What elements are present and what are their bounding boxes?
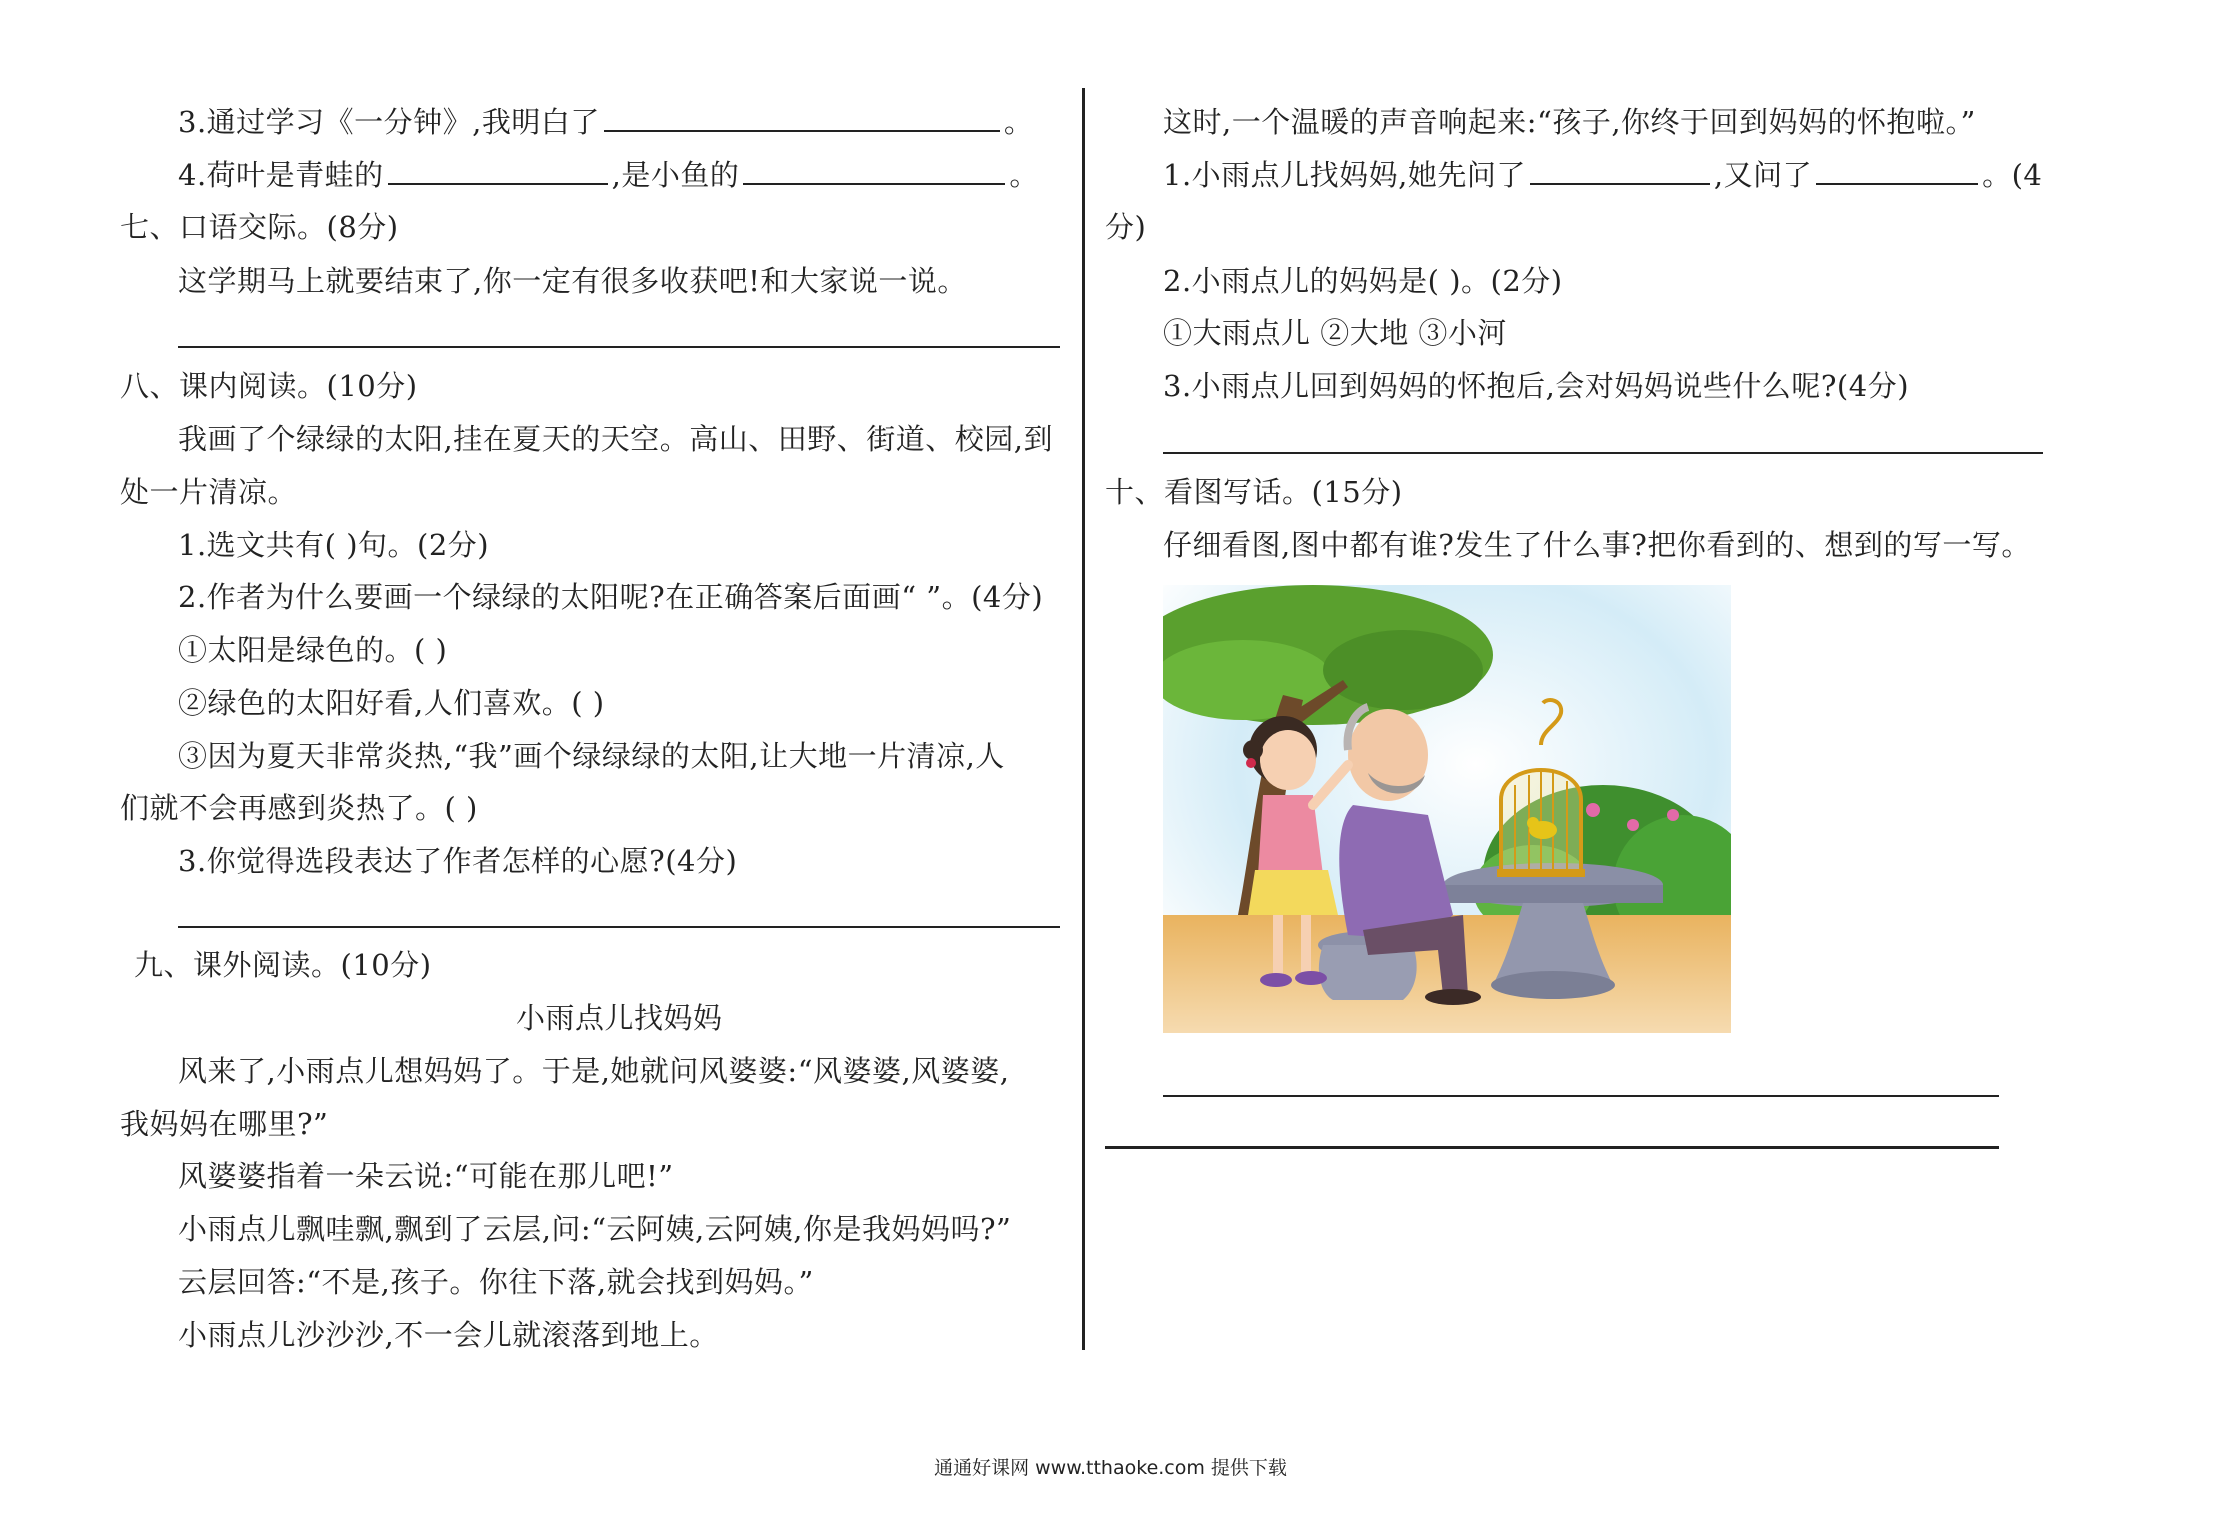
illustration-grandpa-girl-birdcage	[1163, 585, 1731, 1033]
answer-blank[interactable]	[1530, 157, 1710, 185]
answer-line[interactable]	[178, 346, 1060, 348]
illustration-svg	[1163, 585, 1731, 1033]
story-line: 风来了,小雨点儿想妈妈了。于是,她就问风婆婆:“风婆婆,风婆婆,	[178, 1054, 1010, 1088]
story-line: 云层回答:“不是,孩子。你往下落,就会找到妈妈。”	[178, 1265, 814, 1299]
answer-blank[interactable]	[604, 104, 1000, 132]
answer-line[interactable]	[1163, 452, 2043, 454]
question-9-2: 2.小雨点儿的妈妈是( )。(2分)	[1163, 264, 1563, 298]
story-title: 小雨点儿找妈妈	[516, 1001, 723, 1035]
answer-line[interactable]	[1163, 1095, 1999, 1097]
section-8-title: 八、课内阅读。(10分)	[120, 369, 418, 403]
answer-line[interactable]	[178, 926, 1060, 928]
question-9-1: 1.小雨点儿找妈妈,她先问了 ,又问了 。(4	[1163, 158, 2043, 192]
question-6-4: 4.荷叶是青蛙的 ,是小鱼的 。	[178, 158, 1039, 192]
question-8-1: 1.选文共有( )句。(2分)	[178, 528, 490, 562]
story-line: 我妈妈在哪里?”	[120, 1107, 329, 1141]
option-2: ②绿色的太阳好看,人们喜欢。( )	[178, 686, 605, 720]
section-9-title: 九、课外阅读。(10分)	[134, 948, 432, 982]
question-6-3: 3.通过学习《一分钟》,我明白了 。	[178, 105, 1034, 139]
question-8-3: 3.你觉得选段表达了作者怎样的心愿?(4分)	[178, 844, 738, 878]
question-9-3: 3.小雨点儿回到妈妈的怀抱后,会对妈妈说些什么呢?(4分)	[1163, 369, 1910, 403]
story-line: 风婆婆指着一朵云说:“可能在那儿吧!”	[178, 1159, 674, 1193]
passage-line: 我画了个绿绿的太阳,挂在夏天的天空。高山、田野、街道、校园,到	[178, 422, 1053, 456]
question-9-2-options: ①大雨点儿 ②大地 ③小河	[1163, 316, 1507, 350]
answer-blank[interactable]	[388, 157, 608, 185]
story-line: 小雨点儿沙沙沙,不一会儿就滚落到地上。	[178, 1318, 719, 1352]
section-7-prompt: 这学期马上就要结束了,你一定有很多收获吧!和大家说一说。	[178, 264, 967, 298]
question-9-1-cont: 分)	[1105, 210, 1147, 244]
page-footer: 通通好课网 www.tthaoke.com 提供下载	[934, 1457, 1287, 1479]
option-3-cont: 们就不会再感到炎热了。( )	[120, 791, 478, 825]
section-10-title: 十、看图写话。(15分)	[1105, 475, 1403, 509]
option-3: ③因为夏天非常炎热,“我”画个绿绿绿的太阳,让大地一片清凉,人	[178, 739, 1005, 773]
section-10-prompt: 仔细看图,图中都有谁?发生了什么事?把你看到的、想到的写一写。	[1163, 528, 2031, 562]
answer-line[interactable]	[1105, 1146, 1999, 1149]
option-1: ①太阳是绿色的。( )	[178, 633, 448, 667]
passage-line: 处一片清凉。	[120, 475, 298, 509]
answer-blank[interactable]	[743, 157, 1005, 185]
section-7-title: 七、口语交际。(8分)	[120, 210, 399, 244]
column-divider	[1082, 88, 1085, 1350]
story-line: 小雨点儿飘哇飘,飘到了云层,问:“云阿姨,云阿姨,你是我妈妈吗?”	[178, 1212, 1012, 1246]
question-8-2: 2.作者为什么要画一个绿绿的太阳呢?在正确答案后面画“ ”。(4分)	[178, 580, 1044, 614]
story-line: 这时,一个温暖的声音响起来:“孩子,你终于回到妈妈的怀抱啦。”	[1163, 105, 1976, 139]
answer-blank[interactable]	[1816, 157, 1978, 185]
